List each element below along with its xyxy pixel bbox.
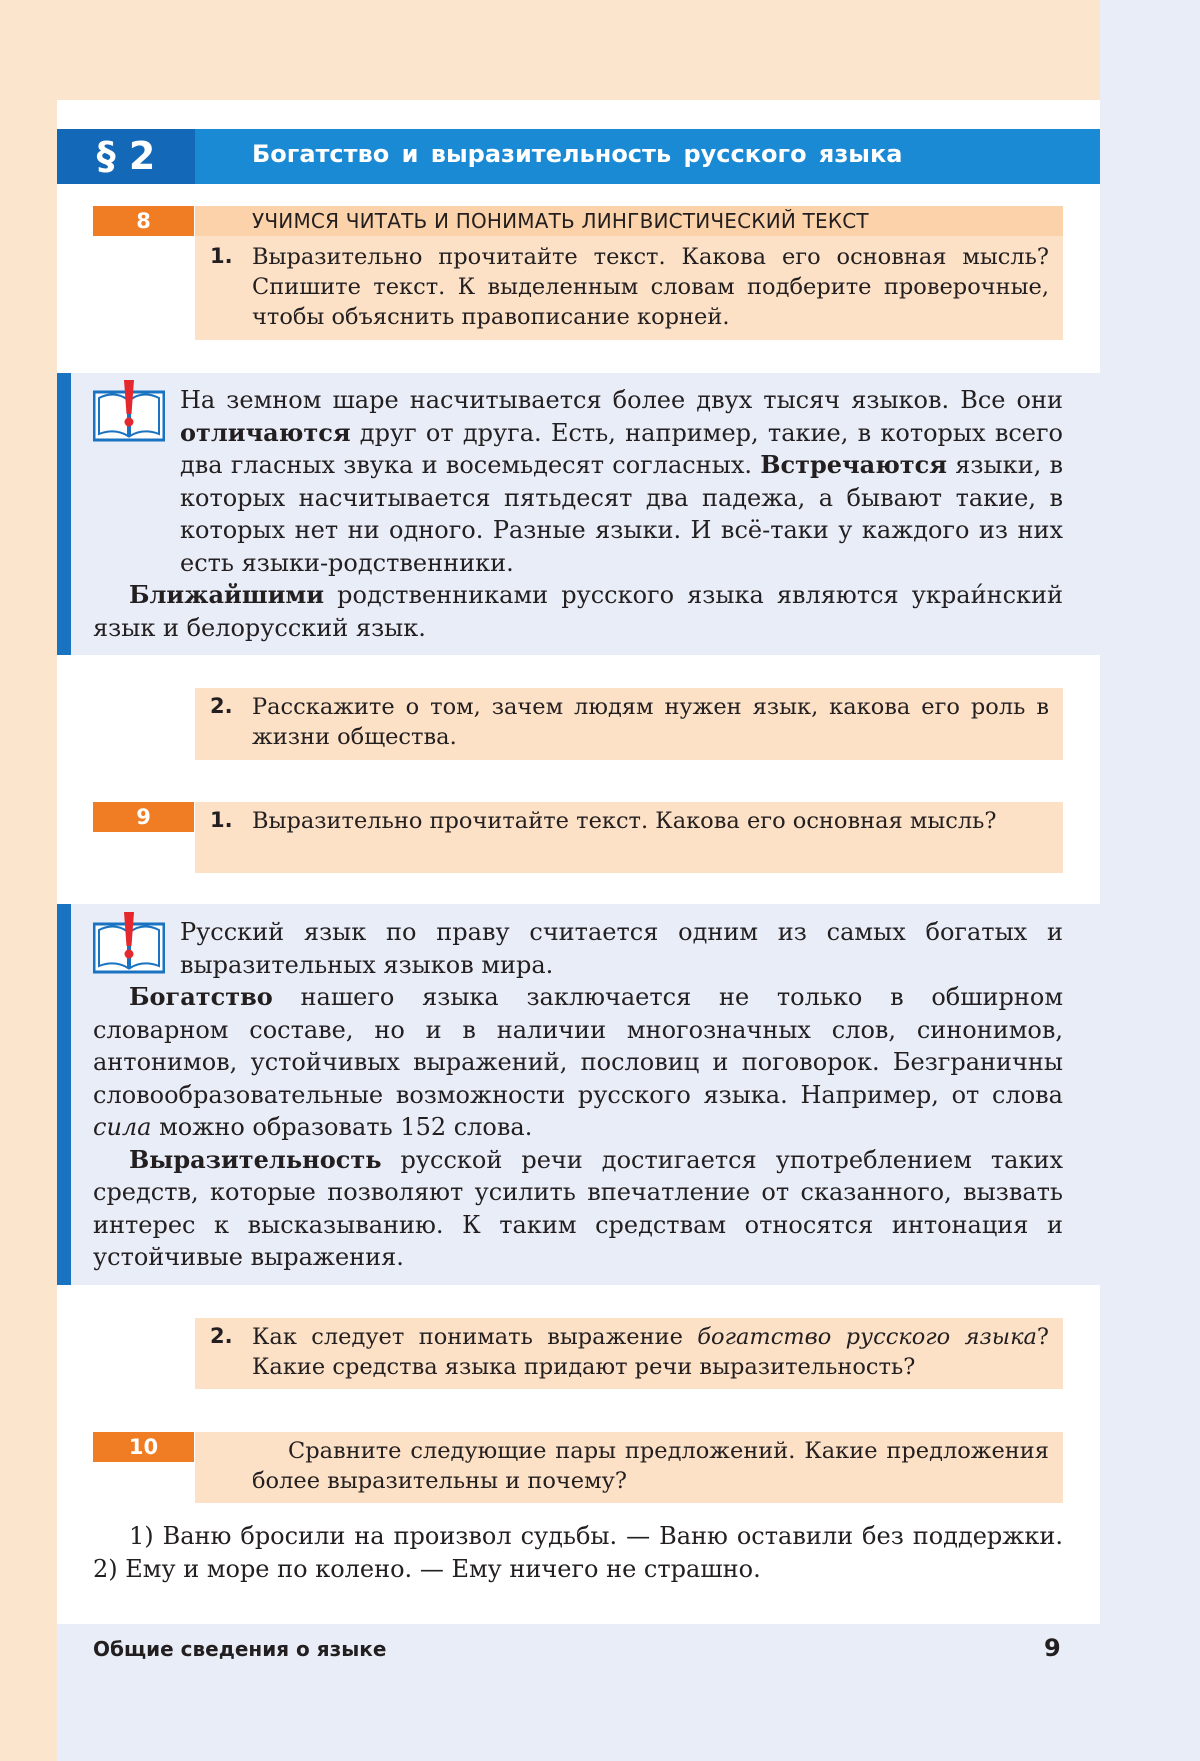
task-text-9-2 bbox=[252, 1322, 1049, 1382]
info1-bold-c: Ближайшими bbox=[129, 580, 325, 609]
task-text-9-1: Выразительно прочитайте текст. Какова его основная мысль? bbox=[252, 808, 997, 834]
info1-bold-b: Встречаются bbox=[760, 450, 948, 479]
task-text-10: Сравните следующие пары предложений. Какие предложения более выразительны и почему? bbox=[252, 1438, 1049, 1494]
exercise-number-9: 9 bbox=[93, 802, 194, 832]
info2-italic: сила bbox=[93, 1113, 152, 1141]
info1-text-a: На земном шаре насчитывается более двух тысяч языков. Все они bbox=[180, 386, 1063, 414]
task-text-8-2: Расскажите о том, зачем людям нужен язык, какова его роль в жизни общества. bbox=[252, 694, 1049, 750]
task-text-a: Как следует понимать выражение bbox=[252, 1324, 698, 1350]
exercise-number-10: 10 bbox=[93, 1432, 194, 1462]
task-text-b: ? Какие средства языка придают речи выразительность? bbox=[252, 1324, 1049, 1380]
info2-text-b: можно образовать 152 слова. bbox=[151, 1113, 533, 1141]
info-text-2 bbox=[93, 916, 1063, 1274]
info2-p1: Русский язык по праву считается одним из самых богатых и выразительных языков мира. bbox=[180, 918, 1063, 979]
section-title: Богатство и выразительность русского языка bbox=[252, 140, 903, 168]
info1-text-b: друг от друга. Есть, например, такие, в которых всего два гласных звука и восемьдесят согласных. bbox=[180, 418, 1063, 479]
info2-text-c: русской речи достигается употреблением таких средств, которые позволяют усилить впечатление от сказанного, вызвать интерес к высказыванию. К таким средствам относятся интонация и устойчивые выражения. bbox=[93, 1145, 1063, 1271]
info1-bold-a: отличаются bbox=[180, 417, 351, 447]
page-number: 9 bbox=[1044, 1634, 1061, 1662]
task-italic: богатство русского языка bbox=[697, 1324, 1037, 1350]
info2-bold-b: Выразительность bbox=[129, 1144, 382, 1174]
task-text-8-1: Выразительно прочитайте текст. Какова его основная мысль? Спишите текст. К выделенным словам подберите проверочные, чтобы объяснить правописание корней. bbox=[252, 244, 1049, 330]
section-number: § 2 bbox=[96, 134, 156, 178]
info1-text-c: языки, в которых насчитывается пятьдесят два падежа, а бывают такие, в которых нет ни одного. Разные языки. И всё-таки у каждого из них есть языки-родственники. bbox=[180, 451, 1063, 577]
info2-bold-a: Богатство bbox=[129, 982, 273, 1011]
task-number: 1. bbox=[210, 808, 233, 832]
right-margin-strip bbox=[1100, 0, 1200, 1761]
exercise-header-text: УЧИМСЯ ЧИТАТЬ И ПОНИМАТЬ ЛИНГВИСТИЧЕСКИЙ ТЕКСТ bbox=[252, 209, 869, 233]
info1-text-d: родственниками русского языка являются украи́нский язык и белорусский язык. bbox=[93, 581, 1063, 642]
info-text-1 bbox=[93, 384, 1063, 644]
info-block-2-bar bbox=[57, 904, 71, 1285]
task-number: 2. bbox=[210, 694, 233, 718]
task-number: 2. bbox=[210, 1324, 233, 1348]
exercise-number-8: 8 bbox=[93, 206, 194, 236]
task-number: 1. bbox=[210, 244, 233, 268]
info2-text-a: нашего языка заключается не только в обширном словарном составе, но и в наличии многозначных слов, синонимов, антонимов, устойчивых выражений, пословиц и поговорок. Безграничны словообразовательные возможности русского языка. Например, от слова bbox=[93, 983, 1063, 1109]
info-block-1-bar bbox=[57, 373, 71, 655]
exercise-10-examples: 1) Ваню бросили на произвол судьбы. — Ваню оставили без поддержки. 2) Ему и море по колено. — Ему ничего не страшно. bbox=[93, 1522, 1063, 1583]
footer-chapter-title: Общие сведения о языке bbox=[93, 1637, 387, 1661]
